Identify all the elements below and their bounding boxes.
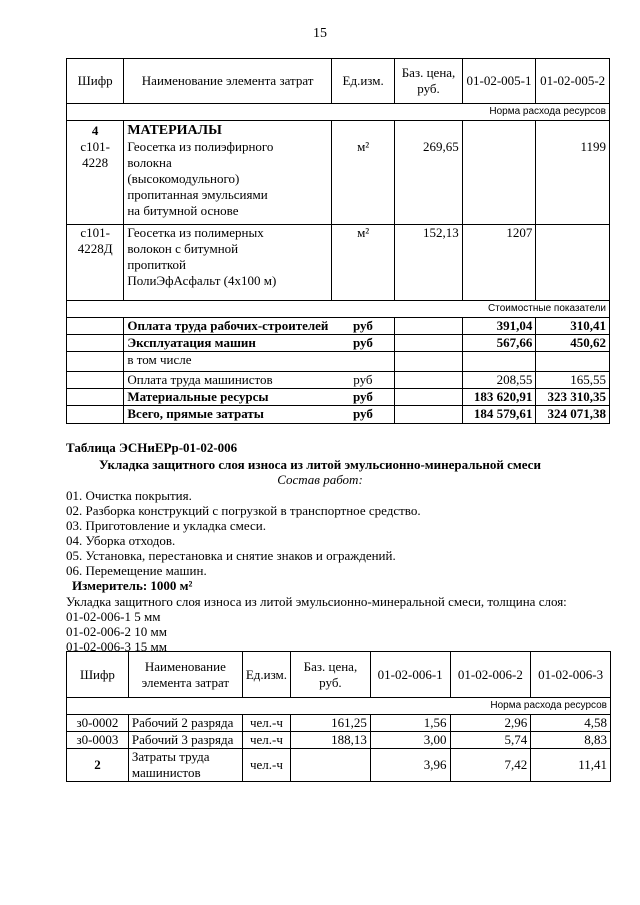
table-row — [67, 732, 611, 749]
material-value: 1207 — [462, 225, 536, 301]
section-norma: Норма расхода ресурсов — [67, 698, 611, 715]
material-name-line: на битумной основе — [127, 203, 239, 218]
cost-row — [67, 318, 610, 335]
total-value: 11,41 — [531, 749, 611, 782]
table-row — [67, 715, 611, 732]
resource-table-005 — [66, 58, 610, 424]
total-name-line: машинистов — [131, 765, 201, 780]
cost-row-value: 324 071,38 — [536, 406, 610, 424]
row-code: з0-0003 — [67, 732, 129, 749]
work-step: 02. Разборка конструкций с погрузкой в транспортное средство. — [66, 503, 421, 518]
work-step: 04. Уборка отходов. — [66, 533, 176, 548]
variant-line: 01-02-006-3 15 мм — [66, 639, 167, 654]
material-name-line: пропитанная эмульсиями — [127, 187, 268, 202]
header-col-005-2: 01-02-005-2 — [536, 59, 610, 104]
row-value: 8,83 — [531, 732, 611, 749]
material-name-line: (высокомодульного) — [127, 171, 240, 186]
cost-row-value: 184 579,61 — [462, 406, 536, 424]
row-name: Рабочий 2 разряда — [128, 715, 242, 732]
material-name-line: волокон с битумной — [127, 241, 239, 256]
row-unit: чел.-ч — [242, 732, 290, 749]
material-unit: м² — [331, 121, 394, 225]
material-price: 269,65 — [395, 121, 462, 225]
cost-row — [67, 372, 610, 389]
row-value: 2,96 — [450, 715, 531, 732]
variant-line: 01-02-006-2 10 мм — [66, 624, 167, 639]
materials-row-2 — [67, 225, 610, 301]
cost-row-unit: руб — [331, 335, 394, 352]
variant-line: 01-02-006-1 5 мм — [66, 609, 161, 624]
row-value: 4,58 — [531, 715, 611, 732]
material-value: 1199 — [536, 121, 610, 225]
row-value: 5,74 — [450, 732, 531, 749]
material-code-line: 4228Д — [77, 241, 113, 256]
cost-row-name: Оплата труда машинистов — [124, 372, 332, 389]
cost-row-value: 183 620,91 — [462, 389, 536, 406]
cost-row-value: 208,55 — [462, 372, 536, 389]
table-title: Таблица ЭСНиЕРр-01-02-006 — [66, 440, 238, 455]
cost-row-value: 323 310,35 — [536, 389, 610, 406]
material-name-line: Геосетка из полимерных — [127, 225, 264, 240]
row-unit: чел.-ч — [242, 715, 290, 732]
total-unit: чел.-ч — [242, 749, 290, 782]
row-code: з0-0002 — [67, 715, 129, 732]
header-unit: Ед.изм. — [242, 652, 290, 698]
header-code: Шифр — [67, 652, 129, 698]
meter-label: Измеритель: 1000 м² — [72, 578, 193, 593]
row-price: 161,25 — [291, 715, 371, 732]
total-value: 7,42 — [450, 749, 531, 782]
page-number: 15 — [313, 26, 327, 41]
cost-row-unit: руб — [331, 372, 394, 389]
header-unit: Ед.изм. — [331, 59, 394, 104]
total-row — [67, 749, 611, 782]
total-code: 2 — [67, 749, 129, 782]
work-step: 03. Приготовление и укладка смеси. — [66, 518, 266, 533]
work-title: Укладка защитного слоя износа из литой эмульсионно-минеральной смеси — [99, 457, 541, 472]
cost-row-unit: руб — [331, 318, 394, 335]
header-col-006-3: 01-02-006-3 — [531, 652, 611, 698]
cost-row-value: 450,62 — [536, 335, 610, 352]
cost-row-name: Оплата труда рабочих-строителей — [124, 318, 332, 335]
cost-row-value: 391,04 — [462, 318, 536, 335]
cost-row-unit: руб — [331, 406, 394, 424]
cost-row-value: 567,66 — [462, 335, 536, 352]
material-name-line: Геосетка из полиэфирного — [127, 139, 274, 154]
cost-row — [67, 335, 610, 352]
header-col-006-2: 01-02-006-2 — [450, 652, 531, 698]
resource-table-006 — [66, 651, 611, 782]
section-norma: Норма расхода ресурсов — [67, 104, 610, 121]
material-price: 152,13 — [395, 225, 462, 301]
materials-number: 4 — [91, 123, 99, 138]
cost-row — [67, 406, 610, 424]
section-cost: Стоимостные показатели — [67, 301, 610, 318]
materials-title: МАТЕРИАЛЫ — [127, 123, 222, 138]
cost-row-value: 310,41 — [536, 318, 610, 335]
header-name: Наименование элемента затрат — [128, 652, 242, 698]
row-name: Рабочий 3 разряда — [128, 732, 242, 749]
cost-row-value: 165,55 — [536, 372, 610, 389]
row-value: 1,56 — [370, 715, 450, 732]
total-name-line: Затраты труда — [131, 749, 210, 764]
row-value: 3,00 — [370, 732, 450, 749]
material-name-line: пропиткой — [127, 257, 187, 272]
material-unit: м² — [331, 225, 394, 301]
header-price: Баз. цена, руб. — [395, 59, 462, 104]
header-name: Наименование элемента затрат — [124, 59, 332, 104]
material-name-line: волокна — [127, 155, 172, 170]
table-header-row — [67, 652, 611, 698]
work-step: 05. Установка, перестановка и снятие знаков и ограждений. — [66, 548, 396, 563]
header-col-006-1: 01-02-006-1 — [370, 652, 450, 698]
material-name-line: ПолиЭфАсфальт (4х100 м) — [127, 273, 277, 288]
material-value — [462, 121, 536, 225]
header-code: Шифр — [67, 59, 124, 104]
cost-row-unit: руб — [331, 389, 394, 406]
work-step: 06. Перемещение машин. — [66, 563, 207, 578]
material-code: с101-4228 — [80, 139, 110, 170]
composition-heading: Состав работ: — [277, 472, 363, 487]
total-value: 3,96 — [370, 749, 450, 782]
material-value — [536, 225, 610, 301]
work-description: Укладка защитного слоя износа из литой эмульсионно-минеральной смеси, толщина слоя: — [66, 594, 567, 609]
cost-row-name: Всего, прямые затраты — [124, 406, 332, 424]
row-price: 188,13 — [291, 732, 371, 749]
header-col-005-1: 01-02-005-1 — [462, 59, 536, 104]
total-price — [291, 749, 371, 782]
material-code-line: с101- — [80, 225, 110, 240]
cost-row-name: Эксплуатация машин — [124, 335, 332, 352]
table-header-row — [67, 59, 610, 104]
cost-row — [67, 352, 610, 372]
cost-row — [67, 389, 610, 406]
cost-row-name: в том числе — [124, 352, 332, 372]
materials-row-1 — [67, 121, 610, 225]
work-step: 01. Очистка покрытия. — [66, 488, 192, 503]
header-price: Баз. цена, руб. — [291, 652, 371, 698]
cost-row-name: Материальные ресурсы — [124, 389, 332, 406]
